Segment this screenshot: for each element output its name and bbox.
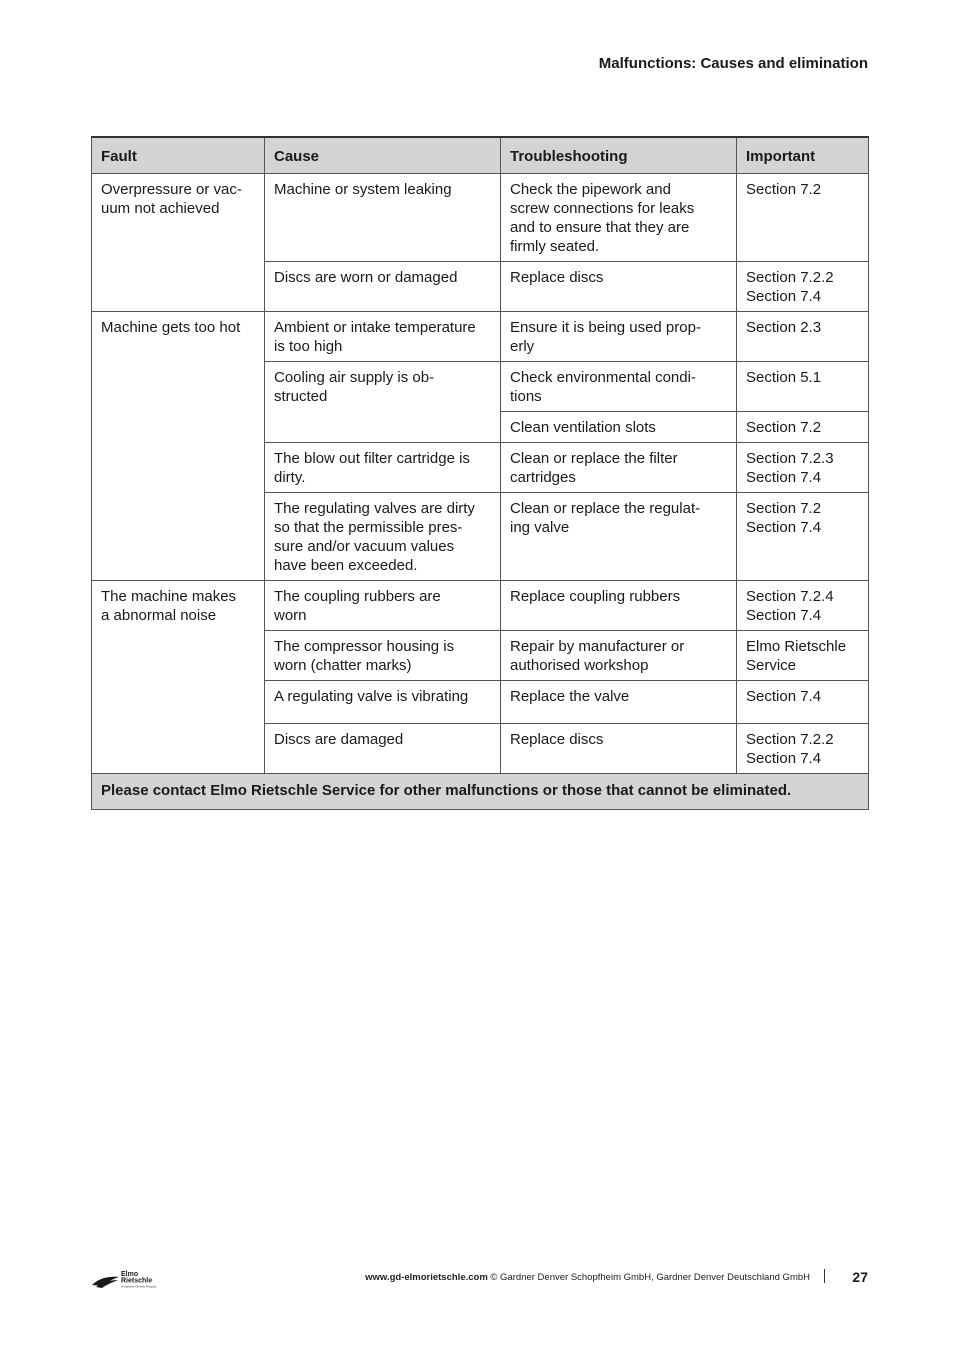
table-row <box>92 174 869 262</box>
column-header-cause: Cause <box>265 137 501 174</box>
cause-cell: The coupling rubbers are worn <box>265 581 501 631</box>
troubleshooting-cell: Clean or replace the regulat- ing valve <box>501 493 737 581</box>
cause-cell: Machine or system leaking <box>265 174 501 262</box>
column-header-fault: Fault <box>92 137 265 174</box>
company-logo <box>91 1268 171 1290</box>
fault-cell: Machine gets too hot <box>92 312 265 581</box>
troubleshooting-cell: Replace discs <box>501 724 737 774</box>
cause-cell: Cooling air supply is ob- structed <box>265 362 501 443</box>
troubleshooting-cell: Replace the valve <box>501 681 737 724</box>
cause-cell: The compressor housing is worn (chatter marks) <box>265 631 501 681</box>
column-header-important: Important <box>737 137 869 174</box>
important-cell: Section 7.2.2 Section 7.4 <box>737 724 869 774</box>
cause-cell: Discs are worn or damaged <box>265 262 501 312</box>
footer-copyright: © Gardner Denver Schopfheim GmbH, Gardner Denver Deutschland GmbH <box>490 1272 810 1283</box>
troubleshooting-cell: Clean or replace the filter cartridges <box>501 443 737 493</box>
service-contact-note: Please contact Elmo Rietschle Service for other malfunctions or those that cannot be eliminated. <box>92 774 869 810</box>
page-header-title: Malfunctions: Causes and elimination <box>598 55 868 72</box>
cause-cell: The blow out filter cartridge is dirty. <box>265 443 501 493</box>
troubleshooting-cell: Clean ventilation slots <box>501 412 737 443</box>
logo-tagline: A Gardner Denver Product <box>121 1284 157 1289</box>
important-cell: Section 7.2.3 Section 7.4 <box>737 443 869 493</box>
troubleshooting-cell: Replace coupling rubbers <box>501 581 737 631</box>
important-cell: Elmo Rietschle Service <box>737 631 869 681</box>
table-row <box>92 312 869 362</box>
important-cell: Section 7.2 Section 7.4 <box>737 493 869 581</box>
important-cell: Section 2.3 <box>737 312 869 362</box>
troubleshooting-cell: Replace discs <box>501 262 737 312</box>
logo-line2: Rietschle <box>121 1277 153 1285</box>
table-note-row <box>92 774 869 810</box>
logo-line1: Elmo <box>121 1271 139 1278</box>
page-number: 27 <box>852 1269 868 1285</box>
table-header-row <box>92 137 869 174</box>
table-row <box>92 581 869 631</box>
fault-cell: Overpressure or vac- uum not achieved <box>92 174 265 312</box>
important-cell: Section 7.2 <box>737 412 869 443</box>
footer-credits <box>365 1272 810 1283</box>
important-cell: Section 7.2.2 Section 7.4 <box>737 262 869 312</box>
important-cell: Section 7.2.4 Section 7.4 <box>737 581 869 631</box>
column-header-troubleshooting: Troubleshooting <box>501 137 737 174</box>
troubleshooting-cell: Ensure it is being used prop- erly <box>501 312 737 362</box>
troubleshooting-table <box>91 136 869 810</box>
footer-website: www.gd-elmorietschle.com <box>365 1272 488 1283</box>
cause-cell: Ambient or intake temperature is too high <box>265 312 501 362</box>
important-cell: Section 7.4 <box>737 681 869 724</box>
important-cell: Section 5.1 <box>737 362 869 412</box>
important-cell: Section 7.2 <box>737 174 869 262</box>
cause-cell: A regulating valve is vibrating <box>265 681 501 724</box>
fault-cell: The machine makes a abnormal noise <box>92 581 265 774</box>
cause-cell: The regulating valves are dirty so that the permissible pres- sure and/or vacuum values have been exceeded. <box>265 493 501 581</box>
footer-divider <box>824 1269 825 1283</box>
troubleshooting-cell: Repair by manufacturer or authorised workshop <box>501 631 737 681</box>
cause-cell: Discs are damaged <box>265 724 501 774</box>
troubleshooting-cell: Check the pipework and screw connections for leaks and to ensure that they are firmly seated. <box>501 174 737 262</box>
troubleshooting-cell: Check environmental condi- tions <box>501 362 737 412</box>
